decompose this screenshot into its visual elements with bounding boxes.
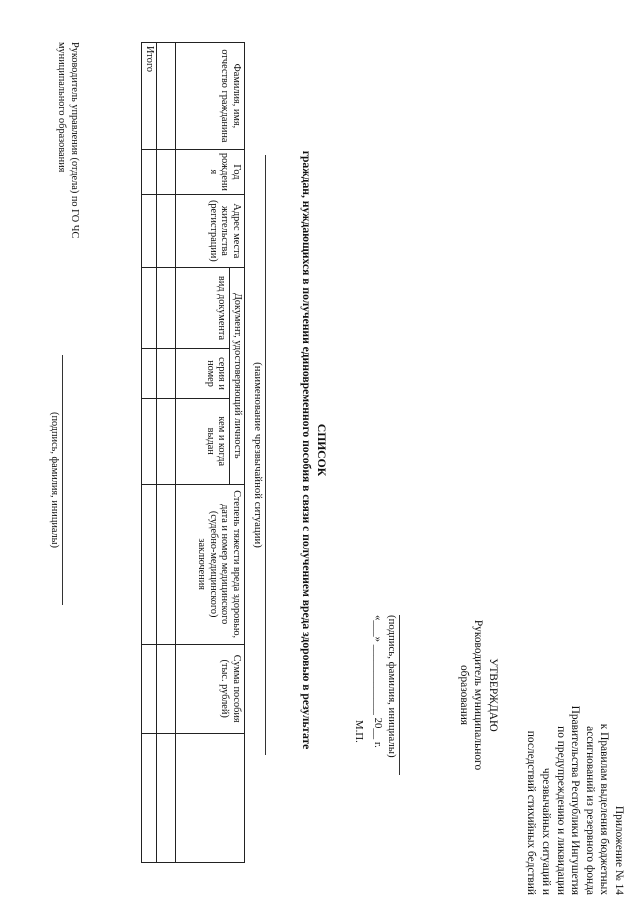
emergency-name-hint: (наименование чрезвычайной ситуации) <box>252 362 264 548</box>
appendix-block <box>524 640 626 895</box>
table-cell <box>142 349 157 399</box>
approval-date-line: «___» _____________ 20__ г. <box>372 615 384 748</box>
table-cell <box>142 484 157 644</box>
total-row <box>142 43 157 863</box>
approval-signature-line <box>399 615 400 775</box>
table-cell <box>142 267 157 348</box>
header-id-series: серия и номер <box>176 349 230 399</box>
header-harm: Степень тяжести вреда здоровью, дата и номер медицинского (судебно-медицинского) заключения <box>176 484 245 644</box>
table-cell <box>157 43 176 150</box>
appendix-line: ассигнований из резервного фонда <box>583 726 596 895</box>
footer-signer-line1: Руководитель управления (отдела) по ГО ЧС <box>69 42 80 239</box>
header-id-document: Документ, удостоверяющий личность <box>230 267 245 484</box>
approval-block <box>456 615 500 775</box>
header-amount: Сумма пособия (тыс. рублей) <box>176 644 245 733</box>
empty-cell <box>176 733 245 862</box>
table-cell <box>142 398 157 484</box>
approval-heading: УТВЕРЖДАЮ <box>487 658 499 732</box>
table-cell <box>157 644 176 733</box>
table-cell <box>142 194 157 267</box>
total-label: Итого <box>142 43 157 150</box>
footer-signer-line2: муниципального образования <box>56 42 67 173</box>
footer-signature-hint: (подпись, фамилия, инициалы) <box>49 412 60 548</box>
table-cell <box>157 149 176 194</box>
recipients-table <box>141 42 245 863</box>
document-subtitle: граждан, нуждающихся в получении единовременного пособия в связи с получением вреда здоровью в результате <box>300 150 313 750</box>
header-address: Адрес места жительства (регистрации) <box>176 194 245 267</box>
appendix-line: по предупреждению и ликвидации <box>554 726 567 895</box>
emergency-name-line <box>265 155 266 755</box>
table-cell <box>157 267 176 348</box>
table-cell <box>157 398 176 484</box>
appendix-line: Правительства Республики Ингушетия <box>569 705 582 895</box>
header-name: Фамилия, имя, отчество гражданина <box>176 43 245 150</box>
approval-position: Руководитель муниципального образования <box>457 619 485 771</box>
table-cell <box>157 484 176 644</box>
appendix-line: к Правилам выделения бюджетных <box>598 723 611 895</box>
appendix-line: чрезвычайных ситуаций и <box>540 767 553 895</box>
header-id-issued: кем и когда выдан <box>176 398 230 484</box>
document-title: СПИСОК <box>315 423 328 477</box>
header-id-type: вид документа <box>176 267 230 348</box>
footer-signature-line <box>62 355 63 605</box>
table-cell <box>157 733 176 862</box>
appendix-number: Приложение № 14 <box>613 805 625 895</box>
table-cell <box>157 349 176 399</box>
table-cell <box>142 733 157 862</box>
table-cell <box>142 644 157 733</box>
header-birth-year: Год рождени я <box>176 149 245 194</box>
table-cell <box>142 149 157 194</box>
approval-stamp: М.П. <box>353 720 365 743</box>
table-row <box>157 43 176 863</box>
appendix-line: последствий стихийных бедствий <box>525 730 538 895</box>
table-cell <box>157 194 176 267</box>
approval-signature-hint: (подпись, фамилия, инициалы) <box>386 615 398 758</box>
